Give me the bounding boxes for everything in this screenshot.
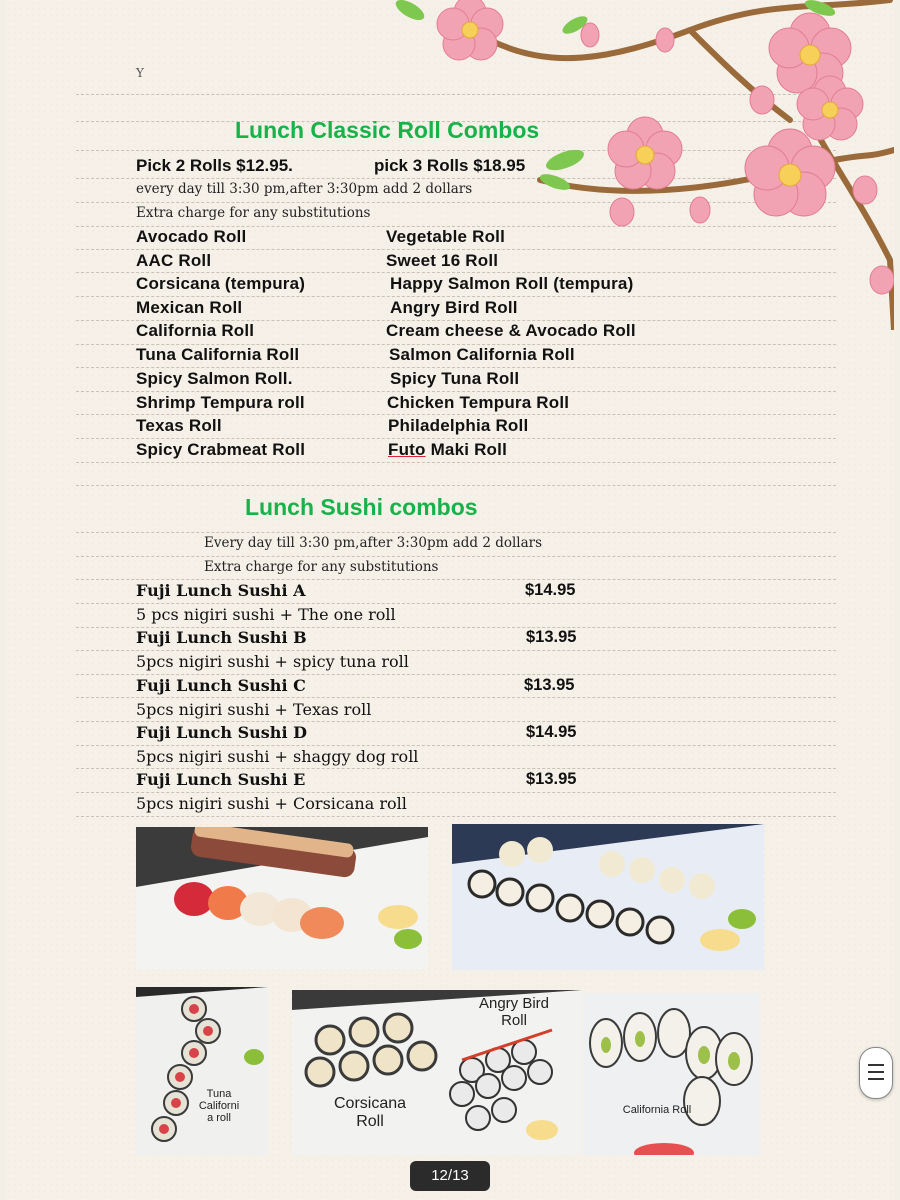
ruled-line <box>76 485 836 486</box>
photo-roll-platter <box>452 824 764 970</box>
roll-item: Avocado Roll <box>136 227 247 246</box>
futo-word: Futo <box>388 440 426 459</box>
combo-description: 5 pcs nigiri sushi + The one roll <box>136 605 396 624</box>
caption-tuna-california <box>184 1088 254 1124</box>
caption-line: a roll <box>207 1112 231 1125</box>
combo-description: 5pcs nigiri sushi + Corsicana roll <box>136 794 407 813</box>
ruled-line <box>76 650 836 651</box>
combo-price: $14.95 <box>525 581 576 599</box>
roll-item: Spicy Tuna Roll <box>390 369 520 388</box>
roll-item: AAC Roll <box>136 251 212 270</box>
caption-corsicana <box>328 1095 412 1130</box>
combo-name: Fuji Lunch Sushi B <box>136 628 307 647</box>
roll-item: Salmon California Roll <box>389 345 575 364</box>
roll-item: Shrimp Tempura roll <box>136 393 305 412</box>
caption-line: Corsicana <box>333 1095 407 1112</box>
maki-roll-label: Maki Roll <box>430 440 507 459</box>
ruled-line <box>76 556 836 557</box>
ruled-line <box>76 745 836 746</box>
caption-line: Californi <box>198 1100 240 1113</box>
roll-item: Chicken Tempura Roll <box>387 393 570 412</box>
menu-toggle-handle[interactable] <box>859 1047 893 1099</box>
combo-description: 5pcs nigiri sushi + Texas roll <box>136 700 372 719</box>
caption-line: Angry Bird <box>478 995 550 1012</box>
roll-item: Spicy Crabmeat Roll <box>136 440 306 459</box>
page-indicator: 12/13 <box>410 1161 490 1191</box>
ruled-line <box>76 579 836 580</box>
combo-name: Fuji Lunch Sushi A <box>136 581 306 600</box>
photo-nigiri-plate <box>136 827 428 969</box>
sushi-combos-title: Lunch Sushi combos <box>245 494 478 520</box>
classic-time-note: every day till 3:30 pm,after 3:30pm add 2 dollars <box>136 181 473 197</box>
caption-line: Tuna <box>206 1088 232 1100</box>
ruled-line <box>76 792 836 793</box>
sushi-time-note: Every day till 3:30 pm,after 3:30pm add 2 dollars <box>204 535 543 551</box>
combo-description: 5pcs nigiri sushi + spicy tuna roll <box>136 652 409 671</box>
pick-3-price: pick 3 Rolls $18.95 <box>374 156 526 175</box>
roll-item: Angry Bird Roll <box>390 298 518 317</box>
pick-2-price: Pick 2 Rolls $12.95. <box>136 156 293 175</box>
ruled-line <box>76 721 836 722</box>
combo-price: $14.95 <box>526 723 577 741</box>
ruled-line <box>76 391 836 392</box>
caption-california-roll: California Roll <box>622 1104 692 1116</box>
ruled-line <box>76 603 836 604</box>
ruled-line <box>76 414 836 415</box>
menu-page <box>6 0 894 1200</box>
roll-item: Corsicana (tempura) <box>136 274 306 293</box>
photo-california-roll <box>584 993 760 1155</box>
ruled-line <box>76 532 836 533</box>
roll-item: Tuna California Roll <box>136 345 300 364</box>
handle-bar <box>868 1078 884 1080</box>
ruled-line <box>76 816 836 817</box>
caption-line: Roll <box>356 1112 384 1130</box>
photo-tuna-california-roll <box>136 987 268 1155</box>
ruled-line <box>76 462 836 463</box>
sushi-substitution-note: Extra charge for any substitutions <box>204 559 439 575</box>
combo-name: Fuji Lunch Sushi C <box>136 676 306 695</box>
ruled-line <box>76 697 836 698</box>
classic-substitution-note: Extra charge for any substitutions <box>136 205 371 221</box>
combo-price: $13.95 <box>524 676 575 694</box>
combo-description: 5pcs nigiri sushi + shaggy dog roll <box>136 747 419 766</box>
roll-item: Vegetable Roll <box>386 227 506 246</box>
roll-item: Happy Salmon Roll (tempura) <box>390 274 634 293</box>
combo-name: Fuji Lunch Sushi D <box>136 723 307 742</box>
roll-item: Spicy Salmon Roll. <box>136 369 293 388</box>
roll-item: California Roll <box>136 321 255 340</box>
combo-price: $13.95 <box>526 628 577 646</box>
roll-item: Philadelphia Roll <box>388 416 529 435</box>
ruled-line <box>76 768 836 769</box>
roll-item: Mexican Roll <box>136 298 243 317</box>
handle-bar <box>868 1064 884 1066</box>
roll-item: Cream cheese & Avocado Roll <box>386 321 636 340</box>
roll-item: Texas Roll <box>136 416 222 435</box>
ruled-line <box>76 367 836 368</box>
ruled-line <box>76 438 836 439</box>
handle-bar <box>868 1071 884 1073</box>
roll-item <box>388 440 507 460</box>
roll-item: Sweet 16 Roll <box>386 251 499 270</box>
caption-line: Roll <box>501 1011 527 1029</box>
combo-name: Fuji Lunch Sushi E <box>136 770 306 789</box>
combo-price: $13.95 <box>526 770 577 788</box>
classic-combos-title: Lunch Classic Roll Combos <box>235 117 540 143</box>
corner-mark: Y <box>136 66 144 80</box>
ruled-line <box>76 674 836 675</box>
caption-angry-bird <box>472 996 556 1029</box>
